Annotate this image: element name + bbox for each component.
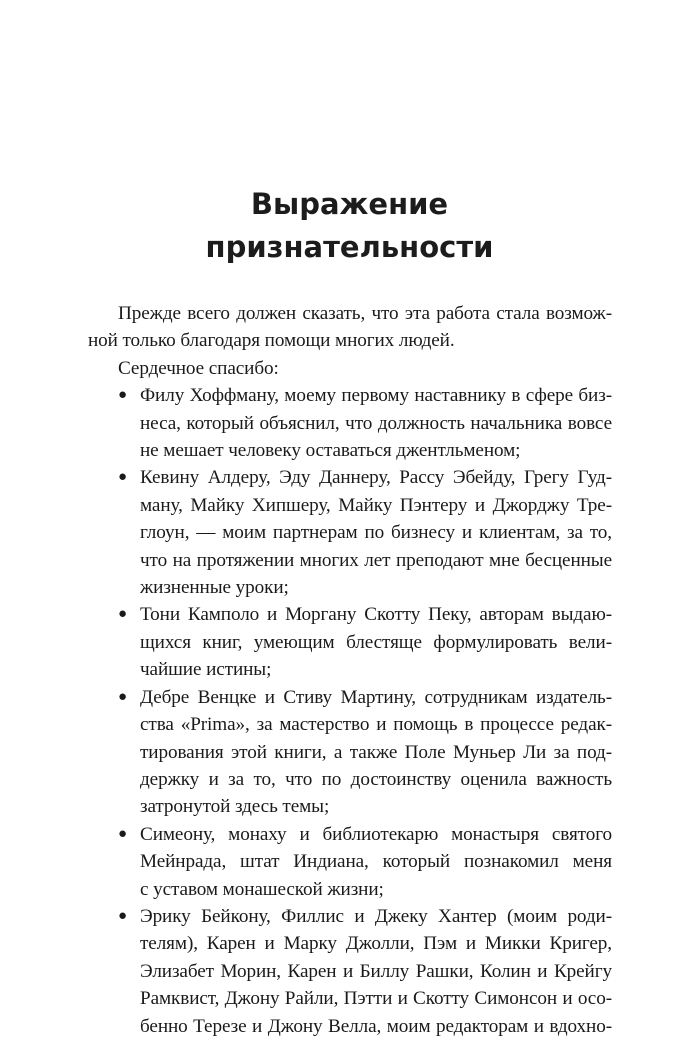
bullet-icon: ●	[118, 907, 127, 924]
item-line: Мейнрада, штат Индиана, который познакомил меня	[140, 851, 612, 873]
item-line: жизненные уроки;	[140, 577, 289, 599]
intro-line-1: Прежде всего должен сказать, что эта работа стала возмож-	[118, 303, 612, 324]
item-line: глоун, — моим партнерам по бизнесу и клиентам, за то,	[140, 522, 612, 544]
title-line-1: Выражение	[250, 187, 449, 221]
item-line: держку и за то, что по достоинству оценила важность	[140, 768, 612, 790]
item-line: ману, Майку Хипшеру, Майку Пэнтеру и Джорджу Тре-	[140, 494, 612, 516]
bullet-icon: ●	[118, 606, 127, 623]
intro-line-2: ной только благодаря помощи многих людей.	[88, 330, 455, 352]
acknowledgements-body	[88, 300, 612, 1040]
item-line: Симеону, монаху и библиотекарю монастыря святого	[140, 823, 612, 845]
list-item	[88, 601, 612, 683]
bullet-icon: ●	[118, 688, 127, 705]
item-line: неса, который объяснил, что должность начальника вовсе	[140, 412, 612, 434]
bullet-icon: ●	[118, 387, 127, 404]
thanks-list	[88, 382, 612, 1040]
item-line: Тони Камполо и Моргану Скотту Пеку, авторам выдаю-	[140, 604, 612, 626]
title-line-2: признательности	[205, 230, 494, 264]
item-line: Элизабет Морин, Карен и Биллу Рашки, Колин и Крейгу	[140, 960, 612, 982]
item-line: с уставом монашеской жизни;	[140, 878, 384, 900]
item-line: затронутой здесь темы;	[140, 796, 330, 818]
item-line: бенно Терезе и Джону Велла, моим редакторам и вдохно-	[140, 1015, 612, 1037]
list-item	[88, 464, 612, 601]
item-line: Дебре Венцке и Стиву Мартину, сотрудникам издатель-	[140, 686, 612, 708]
bullet-icon: ●	[118, 825, 127, 842]
intro-paragraph	[88, 300, 612, 355]
list-item	[88, 903, 612, 1040]
item-line: что на протяжении многих лет преподают мне бесценные	[140, 549, 612, 571]
item-line: чайшие истины;	[140, 659, 272, 681]
list-item	[88, 821, 612, 903]
item-line: тирования этой книги, а также Поле Муньер Ли за под-	[140, 741, 612, 763]
item-line: Филу Хоффману, моему первому наставнику в сфере биз-	[140, 385, 612, 407]
lead-text: Сердечное спасибо:	[118, 357, 279, 379]
item-line: Кевину Алдеру, Эду Даннеру, Рассу Эбейду, Грегу Гуд-	[140, 467, 612, 489]
item-line: Рамквист, Джону Райли, Пэтти и Скотту Симонсон и осо-	[140, 988, 612, 1010]
list-item	[88, 684, 612, 821]
item-line: щихся книг, умеющим блестяще формулировать вели-	[140, 631, 612, 653]
bullet-icon: ●	[118, 469, 127, 486]
item-line: телям), Карен и Марку Джолли, Пэм и Микки Кригер,	[140, 933, 612, 955]
item-line: Эрику Бейкону, Филлис и Джеку Хантер (моим роди-	[140, 905, 612, 927]
item-line: ства «Prima», за мастерство и помощь в процессе редак-	[140, 714, 612, 736]
page-title	[0, 183, 699, 269]
item-line: не мешает человеку оставаться джентльменом;	[140, 440, 521, 462]
list-item	[88, 382, 612, 464]
